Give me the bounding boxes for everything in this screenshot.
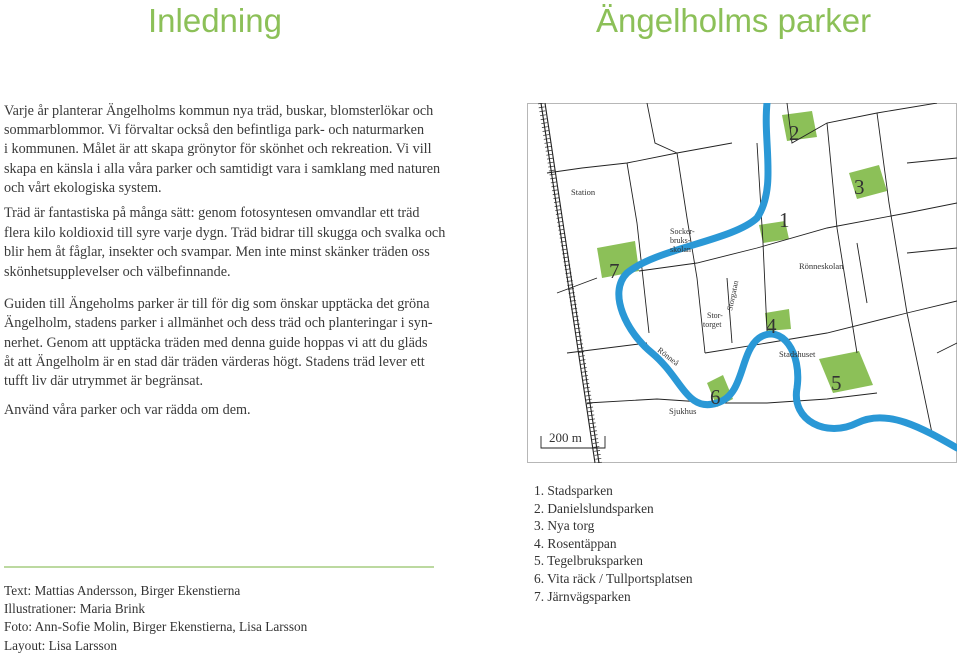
credit-text: Text: Mattias Andersson, Birger Ekenstierna xyxy=(4,583,241,598)
text-line: i kommunen. Målet är att skapa grönytor för skönhet och rekreation. Vi vill xyxy=(4,141,432,158)
divider-line xyxy=(4,566,434,568)
map-label-stadshuset: Stadshuset xyxy=(779,349,816,359)
legend-item: 2. Danielslundsparken xyxy=(534,500,654,516)
map-label-ronnean: Rönneå xyxy=(655,345,681,368)
text-line: tufft liv där utrymmet är begränsat. xyxy=(4,373,204,390)
park-number-5: 5 xyxy=(831,371,842,395)
map-label-storgatan: Storgatan xyxy=(725,279,741,312)
text-line: sommarblommor. Vi förvaltar också den befintliga park- och naturmarken xyxy=(4,122,425,139)
park-area-2 xyxy=(782,111,817,141)
park-number-1: 1 xyxy=(779,208,790,232)
park-map xyxy=(527,103,957,463)
map-label-stortorget: Stor- torget xyxy=(703,311,723,329)
park-number-7: 7 xyxy=(609,259,620,283)
text-line: Varje år planterar Ängelholms kommun nya träd, buskar, blomsterlökar och xyxy=(4,103,434,119)
text-line: åt att Ängelholm är en stad där träden värderas högt. Stadens träd lever ett xyxy=(4,353,425,370)
legend-item: 6. Vita räck / Tullportsplatsen xyxy=(534,570,693,586)
text-line: skapa en känsla i alla våra parker och samtidigt vara i samklang med naturen xyxy=(4,160,441,177)
park-legend xyxy=(534,482,693,605)
text-line: Guiden till Ängeholms parker är till för dig som önskar upptäcka det gröna xyxy=(4,296,430,312)
map-label-station: Station xyxy=(571,187,596,197)
credit-layout: Layout: Lisa Larsson xyxy=(4,637,117,653)
legend-item: 7. Järnvägsparken xyxy=(534,588,631,604)
page-title-right: Ängelholms parker xyxy=(596,2,872,39)
map-label-sjukhus: Sjukhus xyxy=(669,406,697,416)
intro-paragraph-4: Använd våra parker och var rädda om dem. xyxy=(4,402,251,418)
intro-paragraph-2 xyxy=(4,204,446,282)
text-line: Träd är fantastiska på många sätt: genom fotosyntesen omvandlar ett träd xyxy=(4,205,420,221)
scale-label: 200 m xyxy=(549,430,582,445)
intro-paragraph-1 xyxy=(4,102,441,198)
map-label-ronneskolan: Rönneskolan xyxy=(799,261,844,271)
park-number-6: 6 xyxy=(710,385,721,409)
page-title-left: Inledning xyxy=(148,2,282,39)
text-line: flera kilo koldioxid till syre varje dygn. Träd bidrar till skugga och svalka och xyxy=(4,224,446,241)
text-line: och vårt ekologiska system. xyxy=(4,179,162,196)
text-line: blir hem åt fåglar, insekter och svampar. Men inte minst skänker träden oss xyxy=(4,244,430,261)
credit-photo: Foto: Ann-Sofie Molin, Birger Ekenstierna, Lisa Larsson xyxy=(4,619,308,635)
park-number-4: 4 xyxy=(766,314,777,338)
text-line: nerhet. Genom att upptäcka träden med denna guide hoppas vi att du gläds xyxy=(4,334,428,351)
legend-item: 3. Nya torg xyxy=(534,518,595,534)
legend-item: 1. Stadsparken xyxy=(534,483,613,498)
credit-illustrations: Illustrationer: Maria Brink xyxy=(4,601,146,617)
map-frame xyxy=(528,104,957,463)
park-number-3: 3 xyxy=(854,175,865,199)
intro-paragraph-3 xyxy=(4,295,436,391)
park-number-2: 2 xyxy=(789,121,800,145)
map-label-sockerbruksskolan: Socker- bruks- skolan xyxy=(670,227,695,254)
credits xyxy=(4,582,307,655)
legend-item: 4. Rosentäppan xyxy=(534,535,617,551)
text-line: Ängelholm, stadens parker i allmänhet och dess träd och planteringar i syn- xyxy=(4,315,433,332)
legend-item: 5. Tegelbruksparken xyxy=(534,553,643,569)
text-line: skönhetsupplevelser och välbefinnande. xyxy=(4,263,231,280)
